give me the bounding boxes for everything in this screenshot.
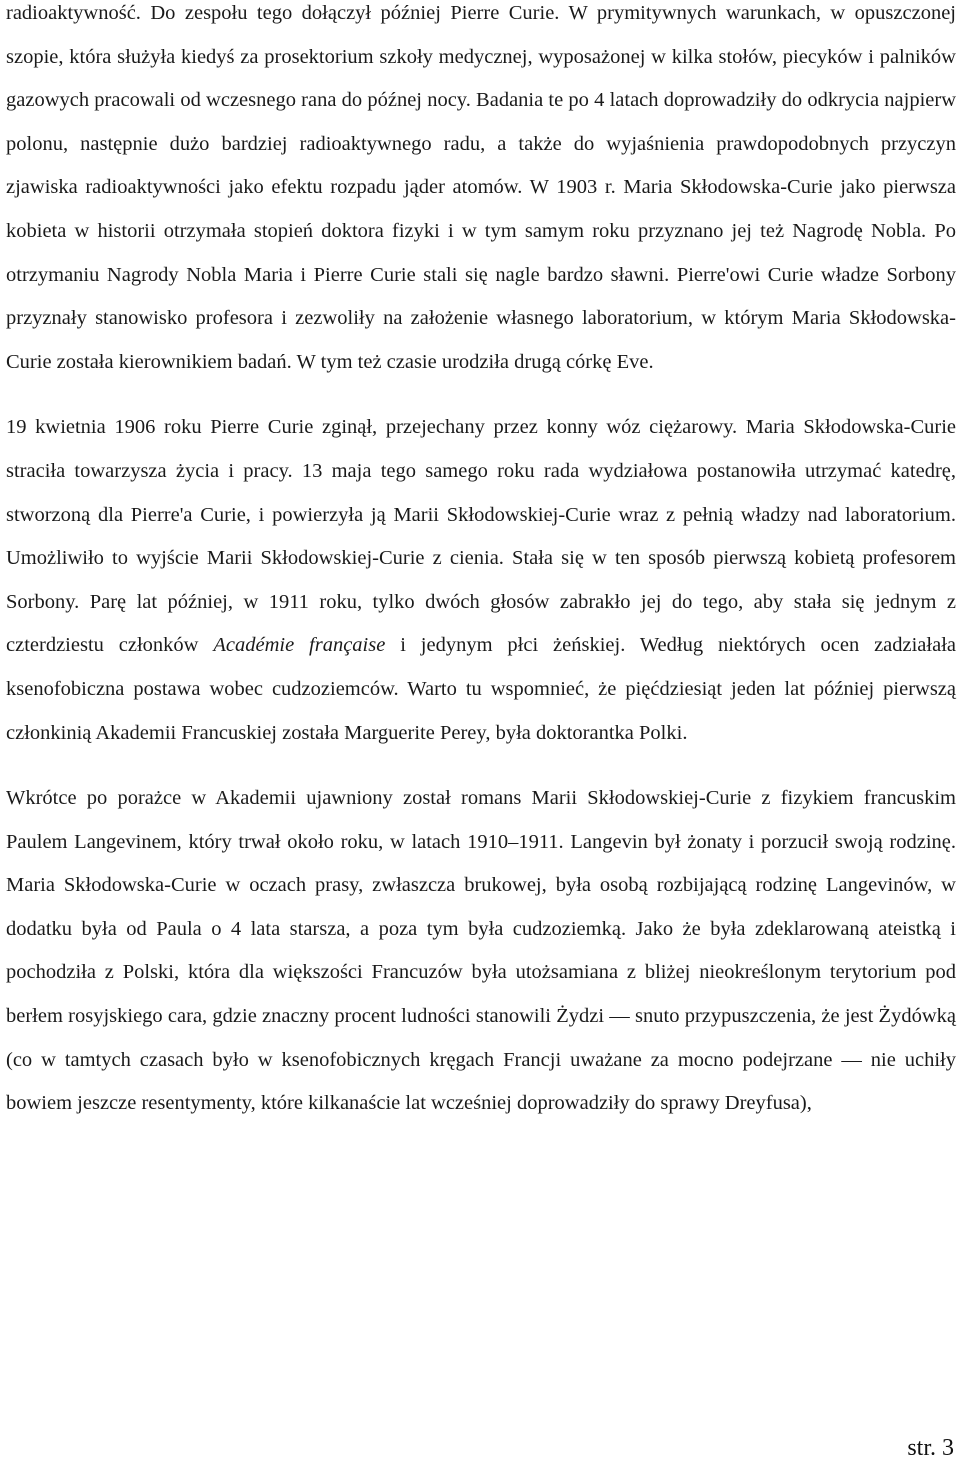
paragraph-2-text-start: 19 kwietnia 1906 roku Pierre Curie zginął, przejechany przez konny wóz ciężarowy. Maria Skłodowska-Curie straciła towarzysza życia i pracy. 13 maja tego samego roku rada wydziałowa postanowiła utrzymać katedrę, stworzoną dla Pierre'a Curie, i powierzyła ją Marii Skłodowskiej-Curie wraz z pełnią władzy nad laboratorium. Umożliwiło to wyjście Marii Skłodowskiej-Curie z cienia. Stała się w ten sposób pierwszą kobietą profesorem Sorbony. Parę lat później, w 1911 roku, tylko dwóch głosów zabrakło jej do tego, aby stała się jednym z czterdziestu członków bbox=[6, 416, 956, 657]
paragraph-1 bbox=[6, 0, 956, 384]
paragraph-3-text: Wkrótce po porażce w Akademii ujawniony został romans Marii Skłodowskiej-Curie z fizykiem francuskim Paulem Langevinem, który trwał około roku, w latach 1910–1911. Langevin był żonaty i porzucił swoją rodzinę. Maria Skłodowska-Curie w oczach prasy, zwłaszcza brukowej, była osobą rozbijającą rodzinę Langevinów, w dodatku była od Paula o 4 lata starsza, a poza tym była cudzoziemką. Jako że była zdeklarowaną ateistką i pochodziła z Polski, która dla większości Francuzów była utożsamiana z bliżej nieokreślonym terytorium pod berłem rosyjskiego cara, gdzie znaczny procent ludności stanowili Żydzi — snuto przypuszczenia, że jest Żydówką (co w tamtych czasach było w ksenofobicznych kręgach Francji uważane za mocno podejrzane — nie uchiły bowiem jeszcze resentymenty, które kilkanaście lat wcześniej doprowadziły do sprawy Dreyfusa), bbox=[6, 787, 956, 1115]
paragraph-3 bbox=[6, 777, 956, 1126]
paragraph-1-text: radioaktywność. Do zespołu tego dołączył później Pierre Curie. W prymitywnych warunkach, w opuszczonej szopie, która służyła kiedyś za prosektorium szkoły medycznej, wyposażonej w kilka stołów, piecyków i palników gazowych pracowali od wczesnego rana do późnej nocy. Badania te po 4 latach doprowadziły do odkrycia najpierw polonu, następnie dużo bardziej radioaktywnego radu, a także do wyjaśnienia prawdopodobnych przyczyn zjawiska radioaktywności jako efektu rozpadu jąder atomów. W 1903 r. Maria Skłodowska-Curie jako pierwsza kobieta w historii otrzymała stopień doktora fizyki i w tym samym roku przyznano jej też Nagrodę Nobla. Po otrzymaniu Nagrody Nobla Maria i Pierre Curie stali się nagle bardzo sławni. Pierre'owi Curie władze Sorbony przyznały stanowisko profesora i zezwoliły na założenie własnego laboratorium, w którym Maria Skłodowska-Curie została kierownikiem badań. W tym też czasie urodziła drugą córkę Eve. bbox=[6, 2, 956, 373]
document-page bbox=[6, 0, 956, 1126]
page-number: str. 3 bbox=[907, 1435, 954, 1461]
paragraph-2-text-end: i jedynym płci żeńskiej. Według niektórych ocen zadziałała ksenofobiczna postawa wobec cudzoziemców. Warto tu wspomnieć, że pięćdziesiąt jeden lat później pierwszą członkinią Akademii Francuskiej została Marguerite Perey, była doktorantka Polki. bbox=[6, 634, 956, 744]
academie-francaise-italic: Académie française bbox=[213, 634, 386, 657]
paragraph-2 bbox=[6, 406, 956, 755]
